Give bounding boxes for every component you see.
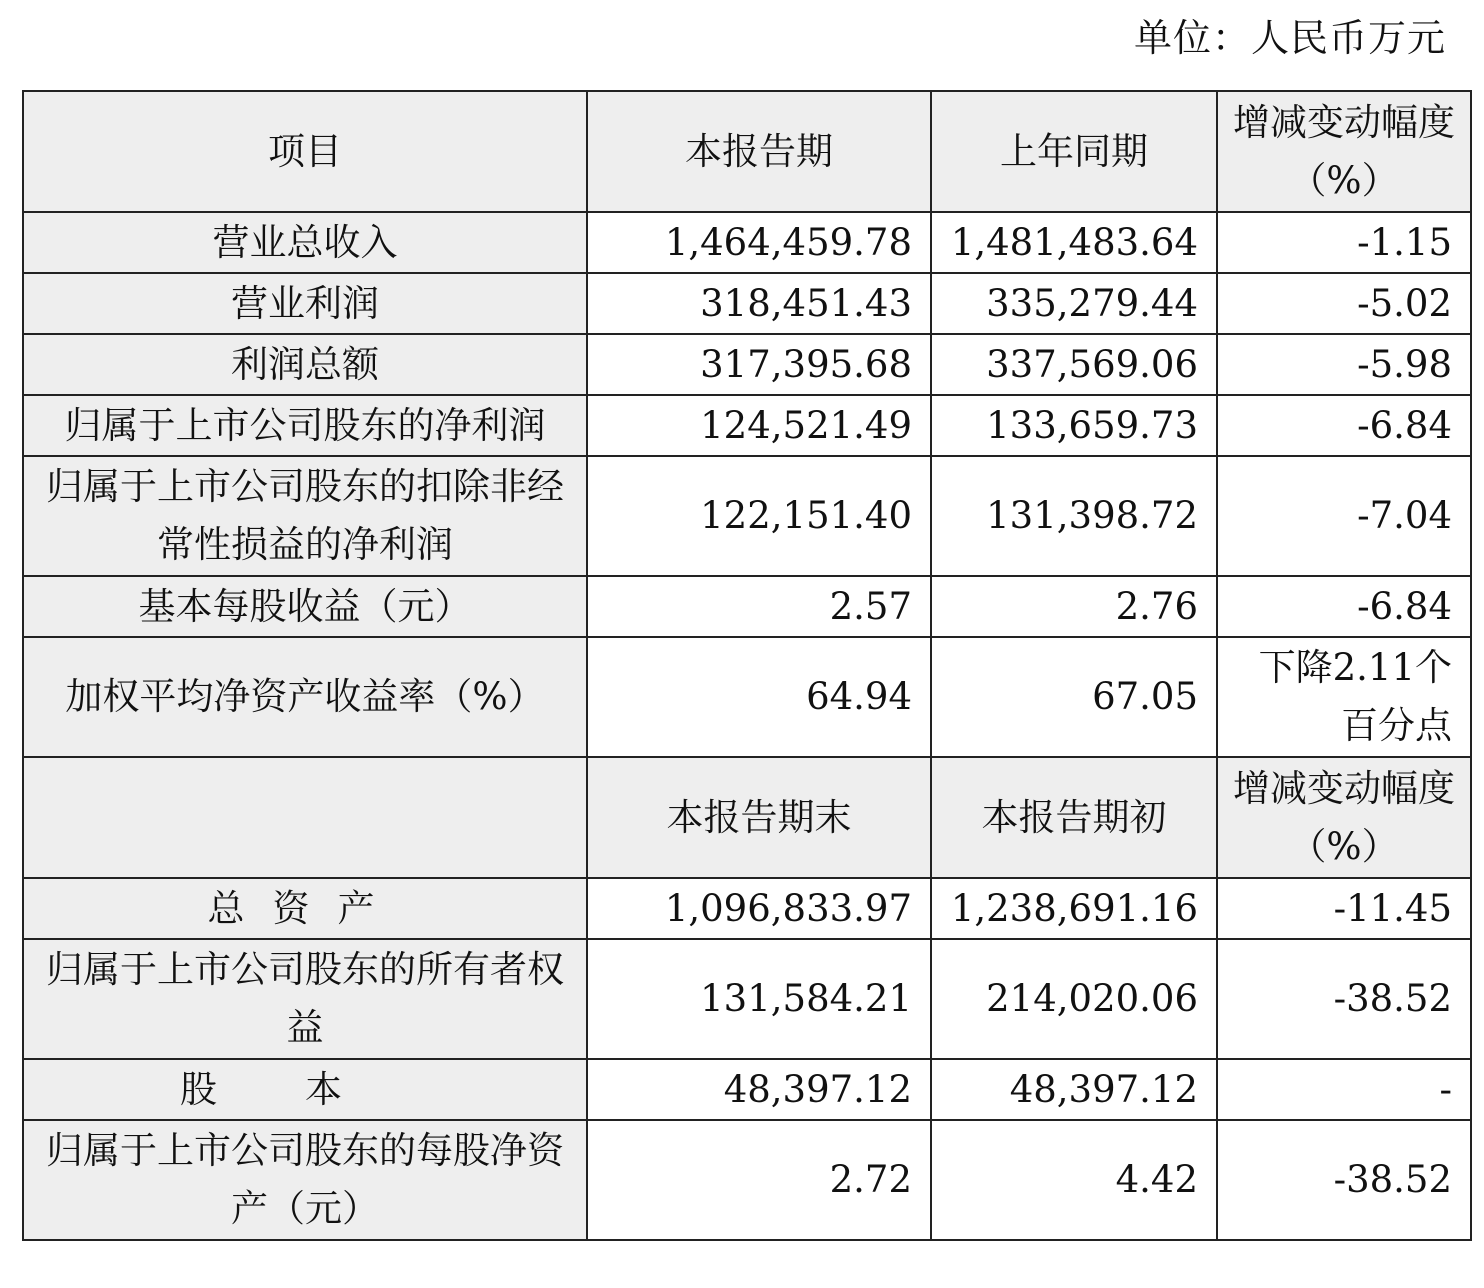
table-row: [23, 637, 1471, 757]
change-value: -5.02: [1217, 273, 1471, 334]
header-change: 增减变动幅度（%）: [1217, 757, 1471, 878]
change-value: 下降2.11个百分点: [1217, 637, 1471, 757]
table-row: [23, 456, 1471, 576]
current-value: 124,521.49: [587, 395, 931, 456]
header-item-blank: [23, 757, 587, 878]
financial-summary-table: [22, 90, 1472, 1241]
table-row: [23, 212, 1471, 273]
prior-value: 2.76: [931, 576, 1217, 637]
current-value: 317,395.68: [587, 334, 931, 395]
current-value: 1,464,459.78: [587, 212, 931, 273]
current-value: 318,451.43: [587, 273, 931, 334]
current-value: 64.94: [587, 637, 931, 757]
prior-value: 335,279.44: [931, 273, 1217, 334]
header-prior-period: 上年同期: [931, 91, 1217, 212]
change-value: -: [1217, 1059, 1471, 1120]
table-row: [23, 939, 1471, 1059]
table-row: [23, 1120, 1471, 1240]
header-change: 增减变动幅度（%）: [1217, 91, 1471, 212]
table-row: [23, 1059, 1471, 1120]
current-value: 131,584.21: [587, 939, 931, 1059]
prior-value: 133,659.73: [931, 395, 1217, 456]
unit-label: 单位：人民币万元: [1133, 16, 1446, 60]
change-value: -6.84: [1217, 395, 1471, 456]
prior-value: 67.05: [931, 637, 1217, 757]
row-label: [23, 878, 587, 939]
row-label: 归属于上市公司股东的所有者权益: [23, 939, 587, 1059]
prior-value: 1,238,691.16: [931, 878, 1217, 939]
change-value: -5.98: [1217, 334, 1471, 395]
row-label: 营业利润: [23, 273, 587, 334]
change-value: -7.04: [1217, 456, 1471, 576]
table-row: [23, 273, 1471, 334]
prior-value: 48,397.12: [931, 1059, 1217, 1120]
row-label-text: 总资产: [207, 886, 403, 930]
prior-value: 214,020.06: [931, 939, 1217, 1059]
row-label: 基本每股收益（元）: [23, 576, 587, 637]
row-label: 加权平均净资产收益率（%）: [23, 637, 587, 757]
table-row: [23, 878, 1471, 939]
current-value: 2.72: [587, 1120, 931, 1240]
table-row: [23, 334, 1471, 395]
row-label: 营业总收入: [23, 212, 587, 273]
row-label: 归属于上市公司股东的扣除非经常性损益的净利润: [23, 456, 587, 576]
row-label: [23, 1059, 587, 1120]
table-row: [23, 576, 1471, 637]
current-value: 48,397.12: [587, 1059, 931, 1120]
row-label: 利润总额: [23, 334, 587, 395]
current-value: 122,151.40: [587, 456, 931, 576]
header-period-end: 本报告期末: [587, 757, 931, 878]
table-row: [23, 395, 1471, 456]
change-value: -11.45: [1217, 878, 1471, 939]
header-current-period: 本报告期: [587, 91, 931, 212]
prior-value: 1,481,483.64: [931, 212, 1217, 273]
header-row-1: [23, 91, 1471, 212]
header-period-start: 本报告期初: [931, 757, 1217, 878]
row-label-text: 股本: [180, 1067, 430, 1111]
change-value: -6.84: [1217, 576, 1471, 637]
row-label: 归属于上市公司股东的净利润: [23, 395, 587, 456]
row-label: 归属于上市公司股东的每股净资产（元）: [23, 1120, 587, 1240]
header-row-2: [23, 757, 1471, 878]
change-value: -38.52: [1217, 1120, 1471, 1240]
prior-value: 131,398.72: [931, 456, 1217, 576]
header-item: 项目: [23, 91, 587, 212]
change-value: -1.15: [1217, 212, 1471, 273]
prior-value: 337,569.06: [931, 334, 1217, 395]
prior-value: 4.42: [931, 1120, 1217, 1240]
current-value: 1,096,833.97: [587, 878, 931, 939]
current-value: 2.57: [587, 576, 931, 637]
change-value: -38.52: [1217, 939, 1471, 1059]
